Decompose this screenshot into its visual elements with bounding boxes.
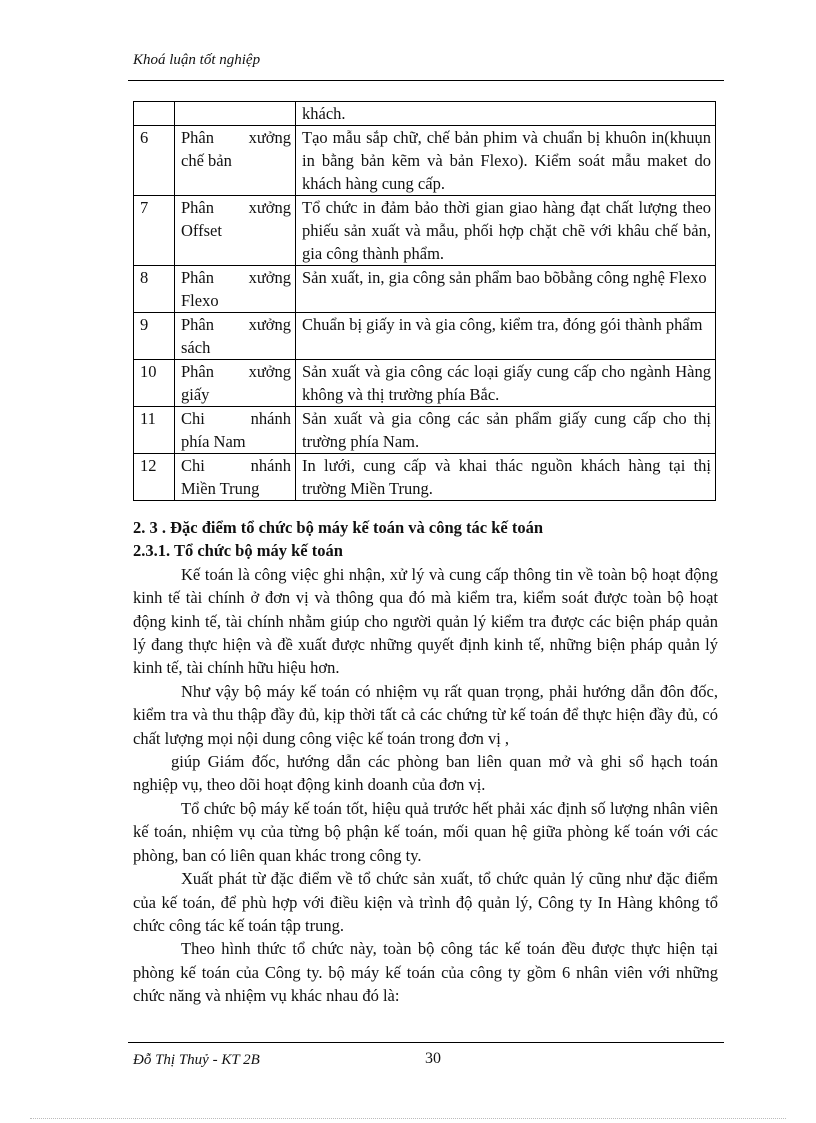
unit-name — [175, 266, 296, 313]
table-row — [134, 266, 716, 313]
unit-name — [175, 454, 296, 501]
footer-author: Đỗ Thị Thuỷ - KT 2B — [133, 1052, 260, 1068]
unit-name-line2: giấy — [181, 385, 210, 404]
header-divider — [128, 80, 724, 81]
row-number: 9 — [134, 313, 175, 360]
page-edge — [30, 1118, 786, 1119]
paragraph: Tổ chức bộ máy kế toán tốt, hiệu quả trước hết phải xác định số lượng nhân viên kế toán, nhiệm vụ của từng bộ phận kế toán, mối quan hệ giữa phòng kế toán với các phòng, ban có liên quan khác trong công ty. — [133, 798, 718, 865]
unit-name — [175, 360, 296, 407]
row-number: 11 — [134, 407, 175, 454]
unit-name-line1: Phân xưởng — [181, 128, 291, 147]
subsection-heading: 2.3.1. Tổ chức bộ máy kế toán — [133, 541, 343, 561]
row-number: 8 — [134, 266, 175, 313]
unit-name-line2: phía Nam — [181, 432, 246, 451]
unit-name — [175, 102, 296, 126]
table-row — [134, 360, 716, 407]
table-row — [134, 196, 716, 266]
unit-name-line1: Phân xưởng — [181, 315, 291, 334]
table-row — [134, 102, 716, 126]
page-header: Khoá luận tốt nghiệp — [133, 52, 261, 68]
unit-name-line1: Phân xưởng — [181, 198, 291, 217]
paragraph: Theo hình thức tổ chức này, toàn bộ công tác kế toán đều được thực hiện tại phòng kế toán của Công ty. bộ máy kế toán của công ty gồm 6 nhân viên với những chức năng và nhiệm vụ khác nhau đó là: — [133, 939, 718, 1006]
unit-description: Sản xuất, in, gia công sản phẩm bao bõbằng công nghệ Flexo — [296, 266, 716, 313]
department-table — [133, 101, 716, 501]
unit-name — [175, 313, 296, 360]
unit-description: khách. — [296, 102, 716, 126]
unit-name-line1: Phân xưởng — [181, 268, 291, 287]
table-row — [134, 126, 716, 196]
paragraph: giúp Giám đốc, hướng dẫn các phòng ban liên quan mở và ghi sổ hạch toán nghiệp vụ, theo dõi hoạt động kinh doanh của đơn vị. — [133, 752, 718, 795]
unit-description: Tổ chức in đảm bảo thời gian giao hàng đạt chất lượng theo phiếu sản xuất và mẫu, phối hợp chặt chẽ với khâu chế bản, gia công thành phẩm. — [296, 196, 716, 266]
unit-name-line2: sách — [181, 338, 211, 357]
unit-name-line2: Offset — [181, 221, 222, 240]
unit-description: Tạo mẫu sắp chữ, chế bản phim và chuẩn bị khuôn in(khuụn in bằng bản kẽm và bản Flexo). Kiểm soát mẫu maket do khách hàng cung cấp. — [296, 126, 716, 196]
unit-description: In lưới, cung cấp và khai thác nguồn khách hàng tại thị trường Miền Trung. — [296, 454, 716, 501]
table-row — [134, 407, 716, 454]
footer-divider — [128, 1042, 724, 1043]
unit-name-line1: Chi nhánh — [181, 456, 291, 475]
unit-name-line2: chế bản — [181, 151, 232, 170]
unit-name — [175, 196, 296, 266]
section-body — [133, 516, 718, 1008]
paragraph: Xuất phát từ đặc điểm về tổ chức sản xuất, tổ chức quản lý cũng như đặc điểm của kế toán, để phù hợp với điều kiện và trình độ quản lý, Công ty In Hàng không tổ chức công tác kế toán tập trung. — [133, 869, 718, 935]
unit-description: Sản xuất và gia công các sản phẩm giấy cung cấp cho thị trường phía Nam. — [296, 407, 716, 454]
paragraph: Như vậy bộ máy kế toán có nhiệm vụ rất quan trọng, phải hướng dẫn đôn đốc, kiểm tra và thu thập đầy đủ, kịp thời tất cả các chứng từ kế toán để thực hiện đầy đủ, có chất lượng mọi nội dung công việc kế toán trong đơn vị , — [133, 681, 718, 748]
unit-description: Sản xuất và gia công các loại giấy cung cấp cho ngành Hàng không và thị trường phía Bắc. — [296, 360, 716, 407]
paragraph: Kế toán là công việc ghi nhận, xử lý và cung cấp thông tin về toàn bộ hoạt động kinh tế tài chính ở đơn vị và thông qua đó mà kiểm tra, kiểm soát được toàn bộ hoạt động kinh tế, tài chính nhằm giúp cho người quản lý kiểm tra được các biện pháp quản lý đang thực hiện và đề xuất được những quyết định kinh tế, những biện pháp quản lý kinh tế, tài chính hữu hiệu hơn. — [133, 564, 718, 678]
row-number — [134, 102, 175, 126]
unit-description: Chuẩn bị giấy in và gia công, kiểm tra, đóng gói thành phẩm — [296, 313, 716, 360]
unit-name-line1: Phân xưởng — [181, 362, 291, 381]
unit-name-line1: Chi nhánh — [181, 409, 291, 428]
unit-name — [175, 407, 296, 454]
page-number: 30 — [425, 1050, 441, 1067]
table-row — [134, 313, 716, 360]
row-number: 6 — [134, 126, 175, 196]
row-number: 7 — [134, 196, 175, 266]
section-heading: 2. 3 . Đặc điểm tổ chức bộ máy kế toán và công tác kế toán — [133, 518, 543, 537]
row-number: 12 — [134, 454, 175, 501]
unit-name-line2: Miền Trung — [181, 479, 260, 498]
unit-name — [175, 126, 296, 196]
table-row — [134, 454, 716, 501]
unit-name-line2: Flexo — [181, 291, 219, 310]
row-number: 10 — [134, 360, 175, 407]
